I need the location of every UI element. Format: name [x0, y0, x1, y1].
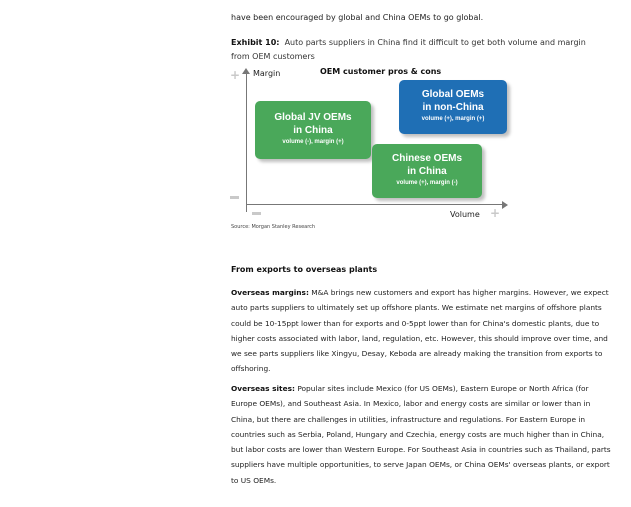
- oem-matrix-chart: [228, 64, 508, 228]
- intro-text: have been encouraged by global and China OEMs to go global.: [231, 13, 484, 22]
- y-axis: [246, 72, 247, 212]
- box-title-line1: Global OEMs: [421, 89, 485, 100]
- y-plus-icon: +: [230, 68, 241, 82]
- x-minus-icon: [252, 212, 261, 215]
- paragraph-overseas-sites: [231, 381, 611, 488]
- paragraph-lead: Overseas margins:: [231, 288, 309, 297]
- paragraph-body: Popular sites include Mexico (for US OEMs), Eastern Europe or North Africa (for Europe OEMs), and Southeast Asia. In Mexico, labor and energy costs are similar or lower than in China, but there are challenges in utilities, infrastructure and regulations. For Eastern Europe in countries such as Serbia, Poland, Hungary and Czechia, energy costs are much higher than in China, but labor costs are lower than Western Europe. For Southeast Asia in countries such as Thailand, parts suppliers have multiple opportunities, to serve Japan OEMs, or China OEMs' overseas plants, or export to US OEMs.: [231, 384, 611, 485]
- exhibit-caption: [231, 36, 601, 64]
- box-subtitle: volume (+), margin (+): [421, 116, 485, 122]
- chart-title: OEM customer pros & cons: [320, 67, 442, 76]
- paragraph-body: M&A brings new customers and export has higher margins. However, we expect auto parts suppliers to ultimately set up offshore plants. We estimate net margins of offshore plants could be 10-15ppt lower than for exports and 0-5ppt lower than for China's domestic plants, due to higher costs associated with labor, land, regulation, etc. However, this should improve over time, and we see parts suppliers like Xingyu, Desay, Keboda are already making the transition from exports to offshoring.: [231, 288, 609, 374]
- paragraph-overseas-margins: [231, 285, 611, 377]
- box-subtitle: volume (+), margin (-): [396, 180, 458, 186]
- box-global-jv-oems: [255, 101, 371, 159]
- x-plus-icon: +: [490, 206, 501, 220]
- x-axis-arrow-icon: [502, 201, 508, 209]
- x-axis: [246, 204, 506, 205]
- y-minus-icon: [230, 196, 239, 199]
- box-chinese-oems: [372, 144, 482, 198]
- exhibit-label: Exhibit 10:: [231, 38, 280, 47]
- x-axis-label: Volume: [450, 210, 480, 219]
- box-title-line2: in non-China: [422, 102, 484, 113]
- box-title-line2: in China: [293, 125, 333, 136]
- box-title-line2: in China: [407, 166, 447, 177]
- paragraph-lead: Overseas sites:: [231, 384, 295, 393]
- box-title-line1: Global JV OEMs: [274, 112, 352, 123]
- section-heading: From exports to overseas plants: [231, 265, 378, 274]
- y-axis-arrow-icon: [242, 68, 250, 74]
- box-subtitle: volume (-), margin (+): [282, 139, 344, 145]
- exhibit-caption-text: Auto parts suppliers in China find it difficult to get both volume and margin from OEM customers: [231, 38, 586, 61]
- box-title-line1: Chinese OEMs: [391, 153, 463, 164]
- chart-source: Source: Morgan Stanley Research: [231, 224, 316, 230]
- y-axis-label: Margin: [253, 69, 281, 78]
- box-global-oems: [399, 80, 507, 134]
